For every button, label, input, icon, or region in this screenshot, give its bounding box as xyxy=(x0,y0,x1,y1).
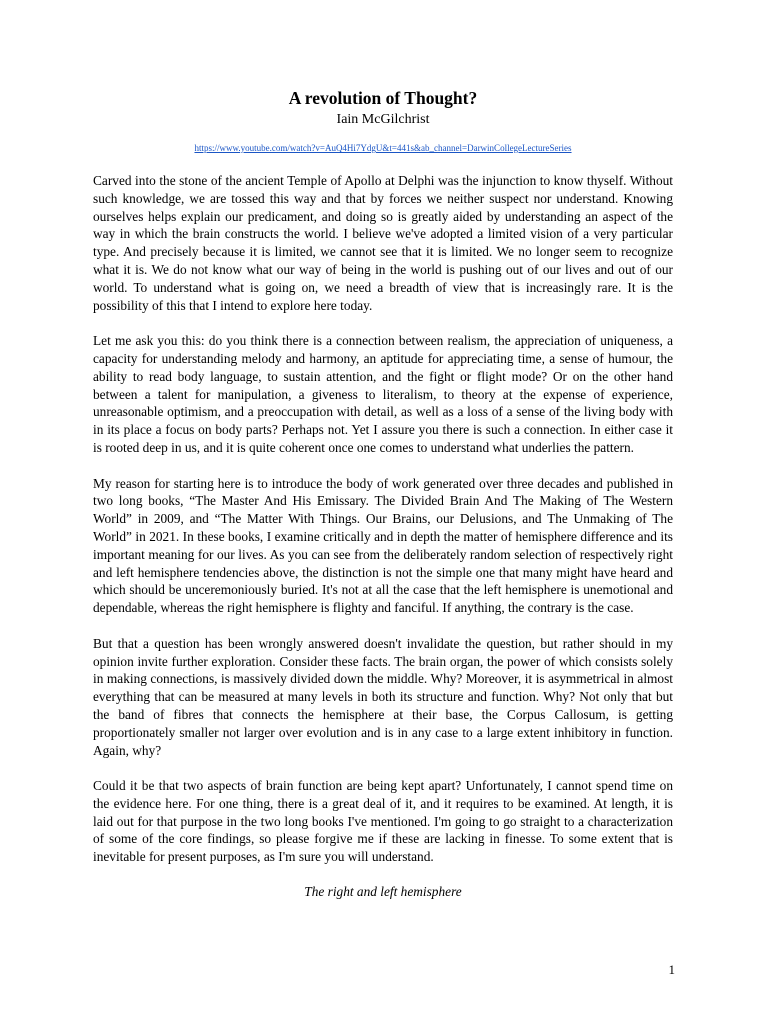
paragraph-5: Could it be that two aspects of brain function are being kept apart? Unfortunately, I cannot spend time on the evidence here. For one thing, there is a great deal of it, and it requires to be examined. At length, it is laid out for that purpose in the two long books I've mentioned. I'm going to go straight to a characterization of some of the core findings, so please forgive me if these are lacking in finesse. To some extent that is inevitable for present purposes, as I'm sure you will understand. xyxy=(93,778,673,865)
section-subheading: The right and left hemisphere xyxy=(304,884,462,900)
paragraph-1: Carved into the stone of the ancient Temple of Apollo at Delphi was the injunction to know thyself. Without such knowledge, we are tossed this way and that by forces we neither suspect nor understand. Knowing ourselves helps explain our predicament, and doing so is greatly aided by understanding an aspect of the way in which the brain constructs the world. I believe we've adopted a limited vision of a very particular type. And precisely because it is limited, we cannot see that it is limited. We no longer seem to recognize what it is. We do not know what our way of being in the world is pushing out of our lives and out of our world. To understand what is going on, we need a breadth of view that is increasingly rare. It is the possibility of this that I intend to explore here today. xyxy=(93,173,673,313)
document-page xyxy=(93,86,673,901)
source-link[interactable]: https://www.youtube.com/watch?v=AuQ4Hi7YdgU&t=441s&ab_channel=DarwinCollegeLectureSeries xyxy=(194,143,572,153)
paragraph-4: But that a question has been wrongly answered doesn't invalidate the question, but rather should in my opinion invite further exploration. Consider these facts. The brain organ, the power of which consists solely in making connections, is massively divided down the middle. Why? Moreover, it is asymmetrical in almost everything that can be measured at many levels in both its structure and function. Why? Not only that but the band of fibres that connects the hemisphere at their base, the Corpus Callosum, is getting proportionately smaller not larger over evolution and is in any case to a large extent inhibitory in function. Again, why? xyxy=(93,635,673,758)
source-link-container xyxy=(93,140,673,155)
document-title: A revolution of Thought? xyxy=(288,88,478,108)
page-number: 1 xyxy=(668,962,675,977)
document-author: Iain McGilchrist xyxy=(336,112,430,127)
paragraph-3: My reason for starting here is to introduce the body of work generated over three decades and published in two long books, “The Master And His Emissary. The Divided Brain And The Making of The Western World” in 2009, and “The Matter With Things. Our Brains, our Delusions, and The Unmaking of The World” in 2021. In these books, I examine critically and in depth the matter of hemisphere difference and its important meaning for our lives. As you can see from the deliberately random selection of respectively right and left hemisphere tendencies above, the distinction is not the simple one that many might have heard and which should be unceremoniously buried. It's not at all the case that the left hemisphere is unemotional and dependable, whereas the right hemisphere is flighty and fanciful. If anything, the contrary is the case. xyxy=(93,475,673,616)
paragraph-2: Let me ask you this: do you think there is a connection between realism, the appreciation of uniqueness, a capacity for understanding melody and harmony, an aptitude for appreciating time, a sense of humour, the ability to read body language, to sustain attention, and the fight or flight mode? Or on the other hand between a talent for manipulation, a giveness to literalism, to theory at the expense of experience, unreasonable optimism, and a preoccupation with detail, as well as a loss of a sense of the living body with in its place a focus on body parts? Perhaps not. Yet I assure you there is such a connection. In either case it is rooted deep in us, and it is quite coherent once one comes to understand what underlies the pattern. xyxy=(93,333,673,455)
